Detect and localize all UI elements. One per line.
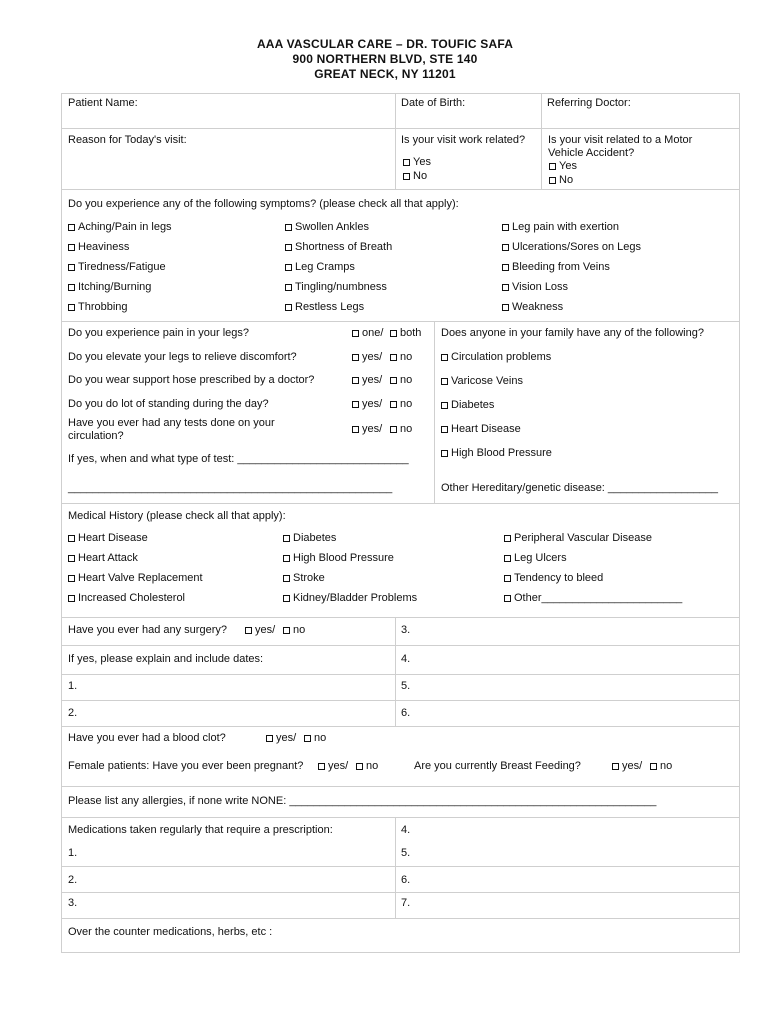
checkbox-icon	[68, 224, 75, 231]
tests-detail-line[interactable]: _____________________________________________________	[68, 482, 393, 494]
divider	[61, 128, 740, 129]
checkbox-icon	[352, 330, 359, 337]
divider	[61, 189, 740, 190]
divider	[61, 700, 740, 701]
checkbox-icon	[441, 450, 448, 457]
pain-one-checkbox[interactable]: one/	[352, 327, 383, 340]
mva-yes-checkbox[interactable]: Yes	[549, 160, 577, 173]
tests-detail-field[interactable]: If yes, when and what type of test: ____________________________	[68, 453, 409, 465]
checkbox-icon	[285, 244, 292, 251]
symptom-checkbox[interactable]	[68, 261, 166, 274]
symptom-label: Shortness of Breath	[295, 241, 393, 253]
checkbox-icon	[403, 159, 410, 166]
surgery-line-5[interactable]: 5.	[401, 680, 411, 692]
symptom-checkbox[interactable]	[68, 221, 172, 234]
divider	[61, 674, 740, 675]
surgery-line-3[interactable]: 3.	[401, 624, 411, 636]
checkbox-icon	[266, 735, 273, 742]
standing-yes-checkbox[interactable]: yes/	[352, 398, 382, 411]
pain-both-checkbox[interactable]: both	[390, 327, 421, 340]
checkbox-icon	[68, 284, 75, 291]
divider	[541, 93, 542, 189]
surgery-line-1[interactable]: 1.	[68, 680, 78, 692]
checkbox-icon	[502, 304, 509, 311]
reason-field[interactable]: Reason for Today's visit:	[68, 134, 187, 146]
symptom-label: Vision Loss	[512, 281, 569, 293]
medical-history-label: Increased Cholesterol	[78, 592, 186, 604]
divider	[61, 617, 740, 618]
med-line-5[interactable]: 5.	[401, 847, 411, 859]
checkbox-icon	[285, 264, 292, 271]
symptom-label: Swollen Ankles	[295, 221, 369, 233]
mva-question: Is your visit related to a Motor Vehicle Accident?	[548, 134, 693, 159]
divider	[61, 918, 740, 919]
checkbox-icon	[304, 735, 311, 742]
checkbox-icon	[283, 595, 290, 602]
checkbox-icon	[549, 177, 556, 184]
breastfeeding-question: Are you currently Breast Feeding?	[414, 760, 581, 772]
symptom-checkbox[interactable]	[285, 221, 369, 234]
family-history-label: Heart Disease	[451, 423, 521, 435]
divider	[395, 617, 396, 726]
symptom-label: Tingling/numbness	[295, 281, 387, 293]
symptom-label: Leg pain with exertion	[512, 221, 620, 233]
checkbox-icon	[390, 330, 397, 337]
checkbox-icon	[502, 264, 509, 271]
med-line-6[interactable]: 6.	[401, 874, 411, 886]
symptom-label: Throbbing	[78, 301, 128, 313]
clinic-address: 900 NORTHERN BLVD, STE 140	[292, 52, 478, 66]
symptom-label: Aching/Pain in legs	[78, 221, 172, 233]
patient-name-field[interactable]: Patient Name:	[68, 97, 138, 109]
family-history-label: Circulation problems	[451, 351, 552, 363]
checkbox-icon	[68, 575, 75, 582]
checkbox-icon	[68, 595, 75, 602]
checkbox-icon	[68, 264, 75, 271]
symptom-checkbox[interactable]	[285, 281, 387, 294]
pregnant-question: Female patients: Have you ever been pregnant?	[68, 760, 304, 772]
surgery-yes-checkbox[interactable]: yes/	[245, 624, 275, 637]
checkbox-icon	[245, 627, 252, 634]
symptom-checkbox[interactable]	[68, 281, 151, 294]
checkbox-icon	[68, 555, 75, 562]
symptom-checkbox[interactable]	[502, 221, 619, 234]
checkbox-icon	[441, 426, 448, 433]
work-no-checkbox[interactable]: No	[403, 170, 427, 183]
mva-no-checkbox[interactable]: No	[549, 174, 573, 187]
checkbox-icon	[352, 426, 359, 433]
symptom-checkbox[interactable]	[68, 301, 128, 314]
checkbox-icon	[650, 763, 657, 770]
checkbox-icon	[285, 284, 292, 291]
checkbox-icon	[502, 284, 509, 291]
divider	[61, 892, 740, 893]
symptom-label: Itching/Burning	[78, 281, 152, 293]
med-line-3[interactable]: 3.	[68, 897, 78, 909]
standing-question: Do you do lot of standing during the day?	[68, 398, 269, 410]
pregnant-no-checkbox[interactable]: no	[356, 760, 378, 773]
tests-no-checkbox[interactable]: no	[390, 423, 412, 436]
divider	[61, 866, 740, 867]
symptoms-question: Do you experience any of the following symptoms? (please check all that apply):	[68, 198, 459, 210]
checkbox-icon	[502, 224, 509, 231]
checkbox-icon	[390, 401, 397, 408]
divider	[61, 321, 740, 322]
medications-question: Medications taken regularly that require a prescription:	[68, 824, 333, 836]
work-related-question: Is your visit work related?	[401, 134, 526, 146]
checkbox-icon	[504, 575, 511, 582]
checkbox-icon	[318, 763, 325, 770]
surgery-question: Have you ever had any surgery?	[68, 624, 227, 636]
symptom-label: Ulcerations/Sores on Legs	[512, 241, 642, 253]
checkbox-icon	[502, 244, 509, 251]
symptom-checkbox[interactable]	[502, 241, 641, 254]
family-history-checkbox[interactable]	[441, 447, 552, 460]
allergies-field[interactable]: Please list any allergies, if none write NONE: ____________________________________________________________	[68, 795, 657, 807]
checkbox-icon	[68, 535, 75, 542]
medical-history-label: Stroke	[293, 572, 325, 584]
surgery-line-6[interactable]: 6.	[401, 707, 411, 719]
medical-history-checkbox[interactable]	[283, 552, 394, 565]
medical-history-checkbox[interactable]	[504, 592, 682, 605]
work-yes-checkbox[interactable]: Yes	[403, 156, 431, 169]
checkbox-icon	[390, 354, 397, 361]
medical-history-checkbox[interactable]	[68, 532, 148, 545]
checkbox-icon	[504, 595, 511, 602]
symptom-checkbox[interactable]	[502, 281, 568, 294]
checkbox-icon	[549, 163, 556, 170]
medical-history-checkbox[interactable]	[504, 572, 603, 585]
otc-medications-field[interactable]: Over the counter medications, herbs, etc :	[68, 926, 273, 938]
medical-history-label: Diabetes	[293, 532, 337, 544]
hose-yes-checkbox[interactable]: yes/	[352, 374, 382, 387]
standing-no-checkbox[interactable]: no	[390, 398, 412, 411]
family-history-checkbox[interactable]	[441, 351, 551, 364]
clot-yes-checkbox[interactable]: yes/	[266, 732, 296, 745]
pregnant-yes-checkbox[interactable]: yes/	[318, 760, 348, 773]
checkbox-icon	[283, 575, 290, 582]
checkbox-icon	[285, 224, 292, 231]
divider	[61, 503, 740, 504]
checkbox-icon	[283, 627, 290, 634]
surgery-line-2[interactable]: 2.	[68, 707, 78, 719]
surgery-no-checkbox[interactable]: no	[283, 624, 305, 637]
medical-history-checkbox[interactable]	[68, 572, 203, 585]
symptom-label: Heaviness	[78, 241, 130, 253]
medical-history-checkbox[interactable]	[283, 592, 417, 605]
symptom-label: Bleeding from Veins	[512, 261, 610, 273]
divider	[61, 786, 740, 787]
breastfeeding-yes-checkbox[interactable]: yes/	[612, 760, 642, 773]
medical-history-label: Kidney/Bladder Problems	[293, 592, 418, 604]
checkbox-icon	[352, 401, 359, 408]
med-line-7[interactable]: 7.	[401, 897, 411, 909]
other-hereditary-field[interactable]: Other Hereditary/genetic disease: __________________	[441, 482, 719, 494]
med-line-1[interactable]: 1.	[68, 847, 78, 859]
hose-no-checkbox[interactable]: no	[390, 374, 412, 387]
tests-yes-checkbox[interactable]: yes/	[352, 423, 382, 436]
surgery-line-4[interactable]: 4.	[401, 653, 411, 665]
family-history-checkbox[interactable]	[441, 399, 494, 412]
checkbox-icon	[390, 426, 397, 433]
medical-history-checkbox[interactable]	[504, 552, 567, 565]
checkbox-icon	[356, 763, 363, 770]
tests-question: Have you ever had any tests done on your circulation?	[68, 417, 275, 442]
checkbox-icon	[68, 244, 75, 251]
symptom-checkbox[interactable]	[285, 241, 392, 254]
checkbox-icon	[352, 354, 359, 361]
checkbox-icon	[390, 377, 397, 384]
medical-history-label: High Blood Pressure	[293, 552, 394, 564]
checkbox-icon	[441, 402, 448, 409]
elevate-no-checkbox[interactable]: no	[390, 351, 412, 364]
medical-history-label: Heart Disease	[78, 532, 148, 544]
surgery-explain: If yes, please explain and include dates:	[68, 653, 264, 665]
dob-field[interactable]: Date of Birth:	[401, 97, 466, 109]
medical-history-checkbox[interactable]	[68, 592, 185, 605]
clot-question: Have you ever had a blood clot?	[68, 732, 226, 744]
family-question: Does anyone in your family have any of the following?	[441, 327, 704, 339]
medical-history-label: Peripheral Vascular Disease	[514, 532, 652, 544]
divider	[395, 93, 396, 189]
medical-history-label: Other_______________________	[514, 592, 683, 604]
symptom-checkbox[interactable]	[502, 261, 610, 274]
family-history-checkbox[interactable]	[441, 423, 521, 436]
symptom-label: Tiredness/Fatigue	[78, 261, 166, 273]
medical-history-label: Heart Attack	[78, 552, 138, 564]
checkbox-icon	[283, 535, 290, 542]
divider	[61, 726, 740, 727]
clot-no-checkbox[interactable]: no	[304, 732, 326, 745]
medical-history-checkbox[interactable]	[283, 572, 325, 585]
breastfeeding-no-checkbox[interactable]: no	[650, 760, 672, 773]
divider	[61, 645, 740, 646]
clinic-name: AAA VASCULAR CARE – DR. TOUFIC SAFA	[256, 37, 514, 51]
symptom-label: Leg Cramps	[295, 261, 355, 273]
checkbox-icon	[68, 304, 75, 311]
pain-question: Do you experience pain in your legs?	[68, 327, 250, 339]
divider	[395, 817, 396, 918]
history-question: Medical History (please check all that apply):	[68, 510, 286, 522]
clinic-city: GREAT NECK, NY 11201	[314, 67, 456, 81]
elevate-question: Do you elevate your legs to relieve discomfort?	[68, 351, 297, 363]
med-line-2[interactable]: 2.	[68, 874, 78, 886]
family-history-checkbox[interactable]	[441, 375, 523, 388]
symptom-label: Weakness	[512, 301, 564, 313]
symptom-checkbox[interactable]	[285, 301, 364, 314]
medical-history-label: Heart Valve Replacement	[78, 572, 203, 584]
checkbox-icon	[283, 555, 290, 562]
medical-history-checkbox[interactable]	[68, 552, 138, 565]
medical-history-checkbox[interactable]	[504, 532, 652, 545]
family-history-label: Diabetes	[451, 399, 495, 411]
med-line-4[interactable]: 4.	[401, 824, 411, 836]
divider	[61, 817, 740, 818]
checkbox-icon	[441, 354, 448, 361]
checkbox-icon	[441, 378, 448, 385]
symptom-label: Restless Legs	[295, 301, 365, 313]
medical-history-label: Tendency to bleed	[514, 572, 604, 584]
checkbox-icon	[285, 304, 292, 311]
checkbox-icon	[504, 555, 511, 562]
checkbox-icon	[403, 173, 410, 180]
referring-doctor-field[interactable]: Referring Doctor:	[547, 97, 631, 109]
symptom-checkbox[interactable]	[502, 301, 563, 314]
medical-history-checkbox[interactable]	[283, 532, 336, 545]
symptom-checkbox[interactable]	[285, 261, 355, 274]
symptom-checkbox[interactable]	[68, 241, 129, 254]
checkbox-icon	[612, 763, 619, 770]
family-history-label: High Blood Pressure	[451, 447, 552, 459]
divider	[434, 321, 435, 503]
family-history-label: Varicose Veins	[451, 375, 523, 387]
elevate-yes-checkbox[interactable]: yes/	[352, 351, 382, 364]
checkbox-icon	[352, 377, 359, 384]
checkbox-icon	[504, 535, 511, 542]
medical-history-label: Leg Ulcers	[514, 552, 567, 564]
hose-question: Do you wear support hose prescribed by a doctor?	[68, 374, 315, 386]
